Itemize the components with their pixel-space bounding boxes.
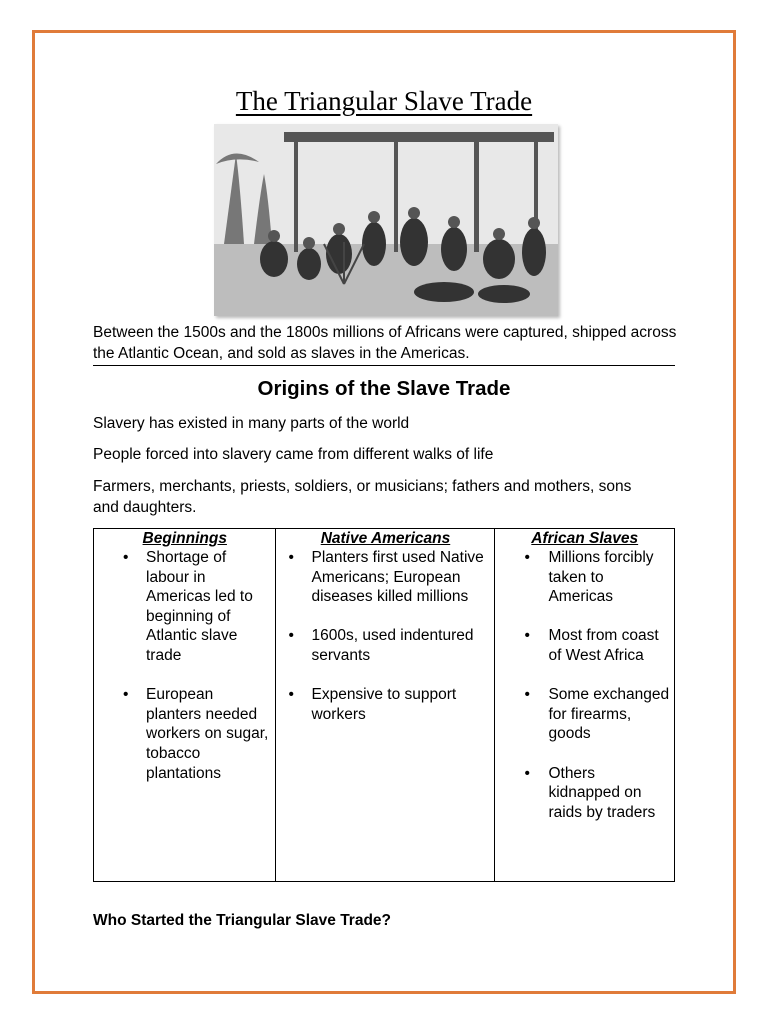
list-item	[495, 764, 674, 823]
engraving-illustration	[214, 124, 558, 316]
list-item	[276, 685, 494, 724]
list-item-text: Shortage of labour in Americas led to beginning of Atlantic slave trade	[146, 549, 253, 664]
table-row	[94, 548, 675, 882]
bullet-icon: •	[524, 764, 530, 782]
bullet-icon: •	[524, 686, 530, 704]
table-cell-native-americans	[276, 548, 495, 882]
list-item-text: Some exchanged for firearms, goods	[548, 686, 670, 743]
bullet-icon: •	[288, 627, 294, 645]
bullet-list	[276, 548, 494, 724]
list-item-text: Expensive to support workers	[311, 686, 457, 723]
bullet-icon: •	[123, 686, 129, 704]
table-cell-african-slaves	[495, 548, 675, 882]
bullet-list	[94, 548, 275, 783]
list-item-text: European planters needed workers on sugar, tobacco plantations	[146, 686, 269, 782]
table-cell-beginnings	[94, 548, 276, 882]
list-item	[276, 626, 494, 665]
table-header-row	[94, 529, 675, 549]
list-item-text: Planters first used Native Americans; European diseases killed millions	[311, 549, 484, 606]
list-item-text: Millions forcibly taken to Americas	[548, 549, 654, 606]
bullet-icon: •	[524, 549, 530, 566]
paragraph: People forced into slavery came from different walks of life	[93, 446, 494, 463]
list-item-text: Most from coast of West Africa	[548, 627, 659, 664]
list-item	[94, 685, 275, 783]
paragraph: Slavery has existed in many parts of the world	[93, 415, 410, 432]
column-header-native-americans: Native Americans	[276, 529, 495, 549]
bullet-icon: •	[288, 686, 294, 704]
list-item	[495, 548, 674, 607]
list-item	[276, 548, 494, 607]
divider	[93, 365, 675, 366]
list-item-text: Others kidnapped on raids by traders	[548, 764, 656, 821]
page-title: The Triangular Slave Trade	[235, 86, 533, 116]
list-item	[495, 685, 674, 744]
engraving-illustration-icon	[214, 124, 558, 316]
bullet-icon: •	[288, 549, 294, 566]
question-heading: Who Started the Triangular Slave Trade?	[93, 912, 392, 929]
column-header-african-slaves: African Slaves	[495, 529, 675, 549]
bullet-list	[495, 548, 674, 822]
bullet-icon: •	[123, 549, 129, 566]
list-item	[94, 548, 275, 666]
paragraph: Farmers, merchants, priests, soldiers, or musicians; fathers and mothers, sons and daughters.	[93, 478, 632, 516]
column-header-beginnings: Beginnings	[94, 529, 276, 549]
facts-table	[93, 528, 675, 882]
list-item-text: 1600s, used indentured servants	[311, 627, 474, 664]
bullet-icon: •	[524, 627, 530, 645]
list-item	[495, 626, 674, 665]
section-heading: Origins of the Slave Trade	[257, 377, 511, 400]
intro-text: Between the 1500s and the 1800s millions of Africans were captured, shipped across the Atlantic Ocean, and sold as slaves in the Americas.	[93, 324, 677, 362]
